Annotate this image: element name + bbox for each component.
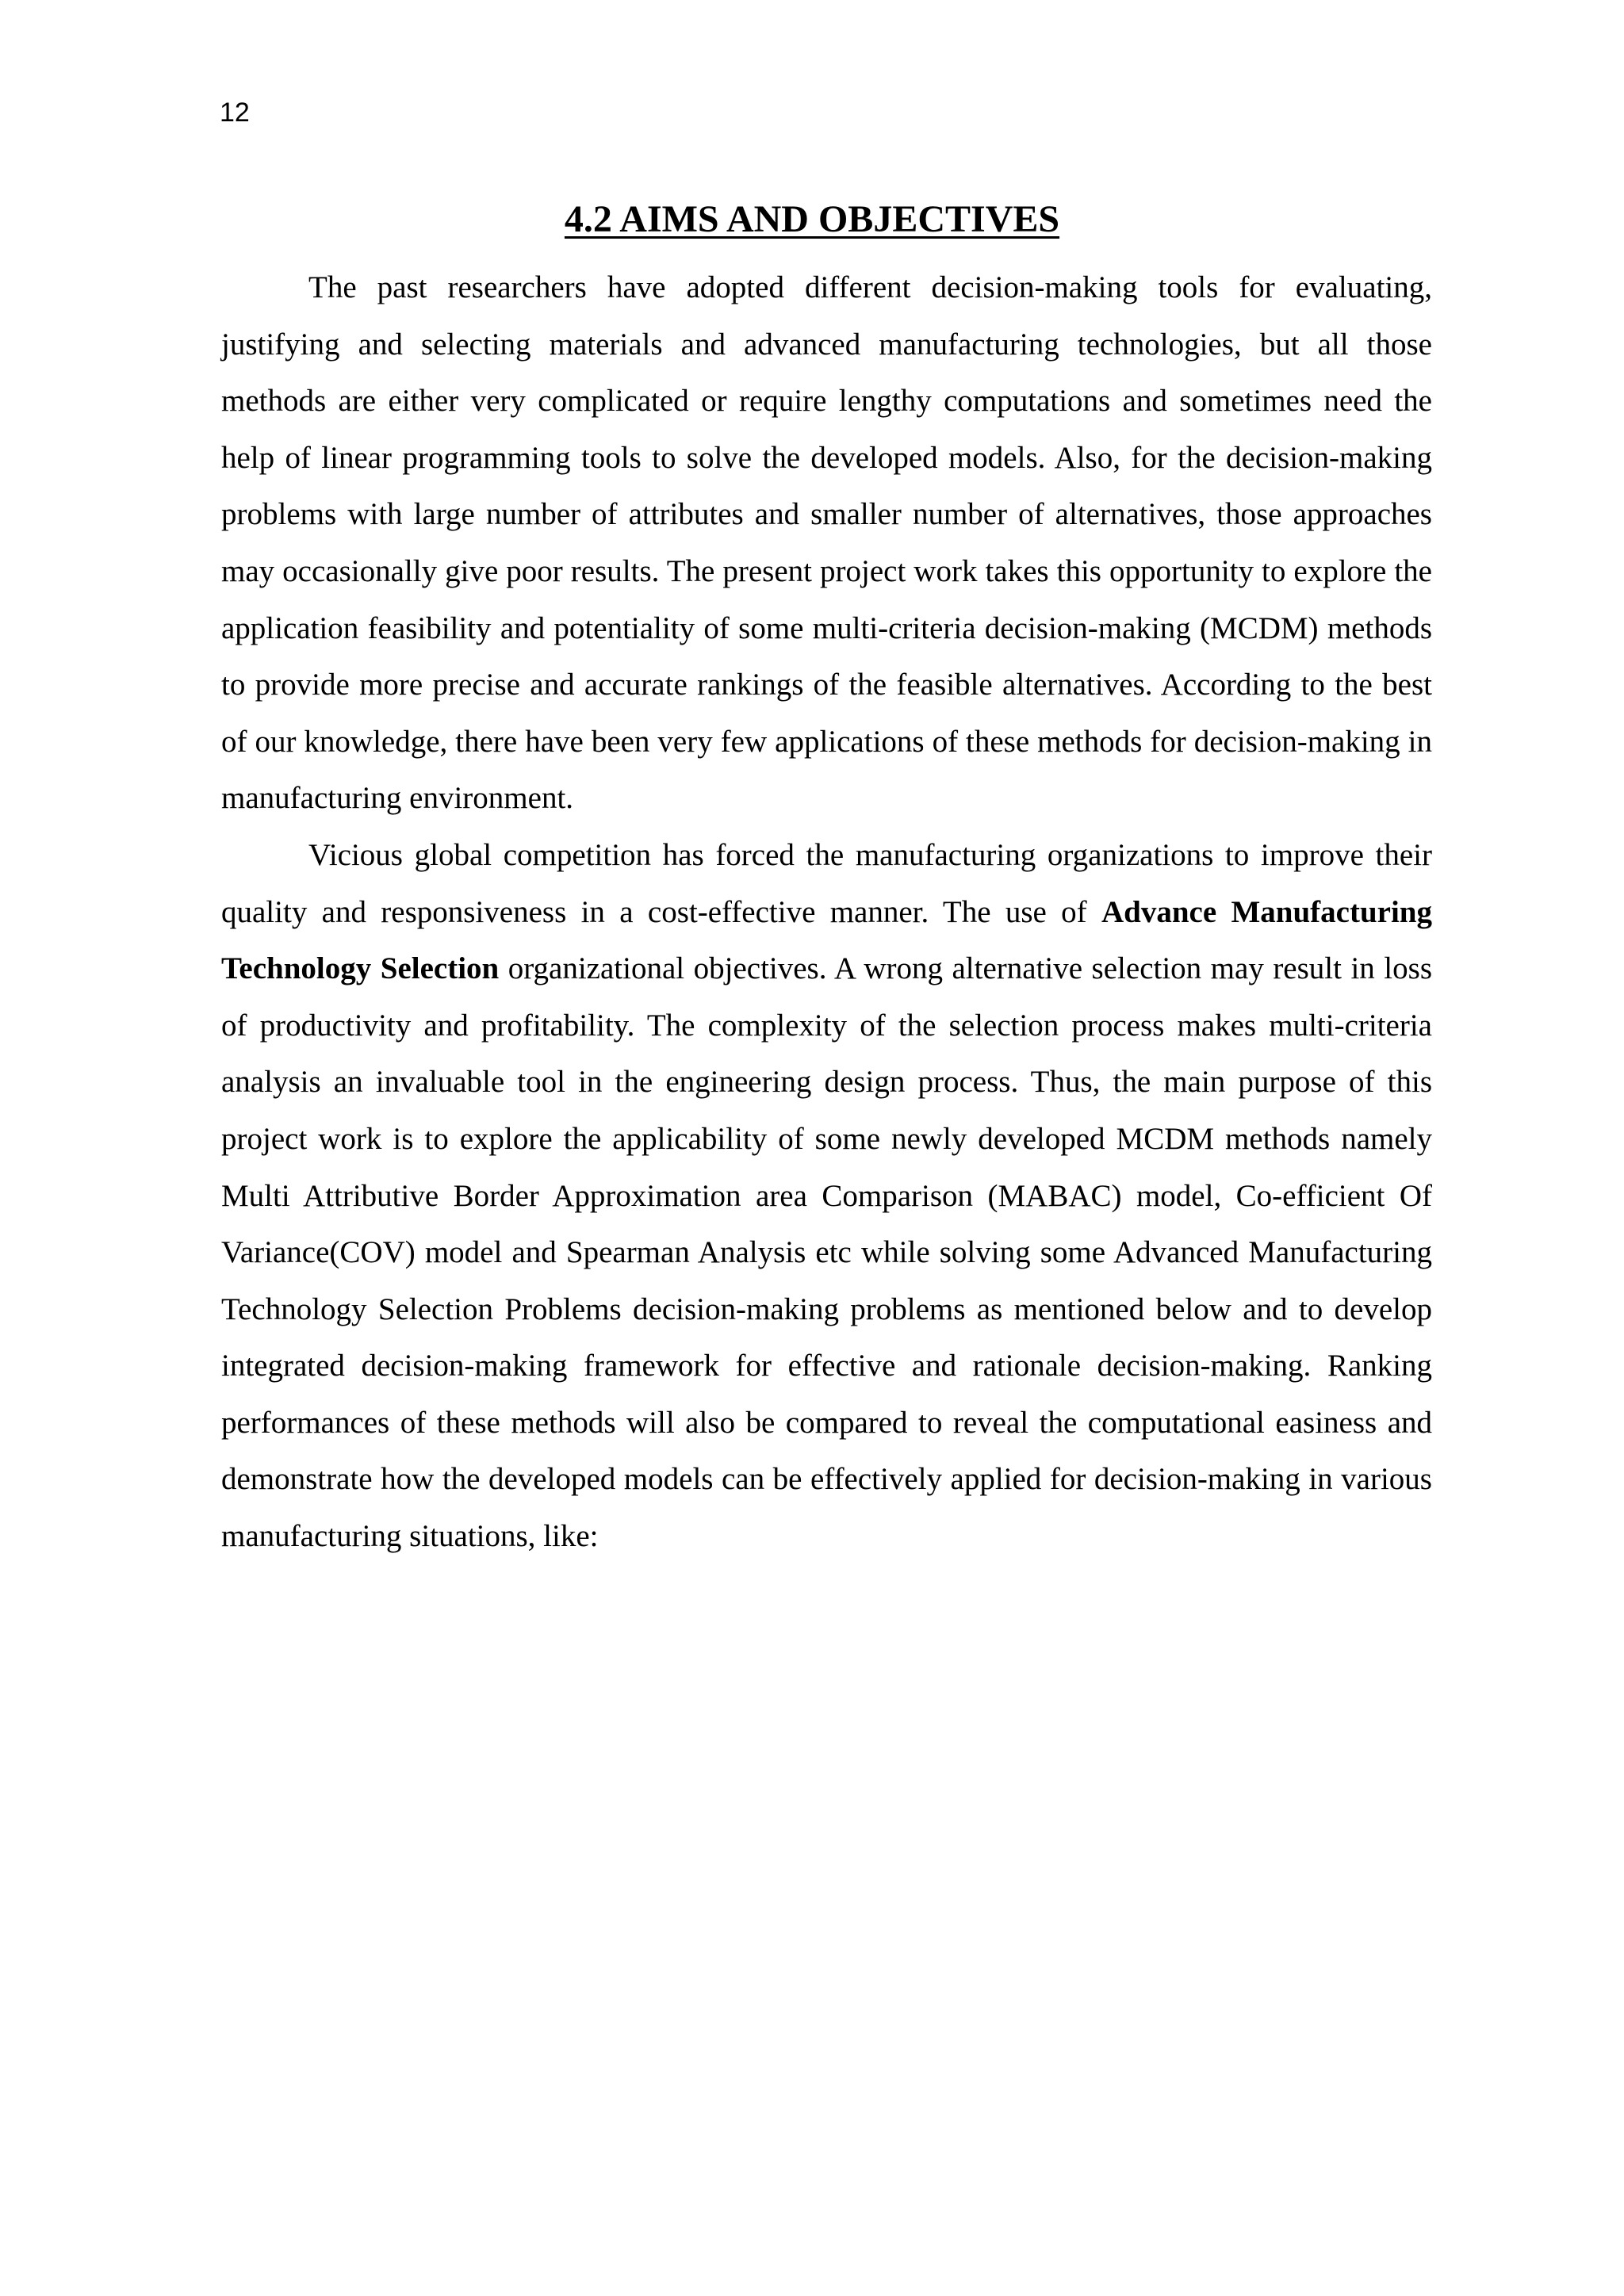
paragraph-2-bold-term: Advance Manufacturing Technology Selection	[221, 894, 1432, 986]
paragraph-2-rest: organizational objectives. A wrong alternative selection may result in loss of productivity and profitability. The complexity of the selection process makes multi-criteria analysis an invaluable tool in the engineering design process. Thus, the main purpose of this project work is to explore the applicability of some newly developed MCDM methods namely Multi Attributive Border Approximation area Comparison (MABAC) model, Co-efficient Of Variance(COV) model and Spearman Analysis etc while solving some Advanced Manufacturing Technology Selection Problems decision-making problems as mentioned below and to develop integrated decision-making framework for effective and rationale decision-making. Ranking performances of these methods will also be compared to reveal the computational easiness and demonstrate how the developed models can be effectively applied for decision-making in various manufacturing situations, like:	[221, 951, 1432, 1554]
paragraph-2	[221, 827, 1432, 1565]
section-heading-text: 4.2 AIMS AND OBJECTIVES	[564, 198, 1060, 240]
body-text	[221, 259, 1432, 1565]
paragraph-2-lead: Vicious global competition has forced the manufacturing organizations to improve their quality and responsiveness in a cost-effective manner. The use of	[221, 837, 1432, 929]
paragraph-1: The past researchers have adopted different decision-making tools for evaluating, justifying and selecting materials and advanced manufacturing technologies, but all those methods are either very complicated or require lengthy computations and sometimes need the help of linear programming tools to solve the developed models. Also, for the decision-making problems with large number of attributes and smaller number of alternatives, those approaches may occasionally give poor results. The present project work takes this opportunity to explore the application feasibility and potentiality of some multi-criteria decision-making (MCDM) methods to provide more precise and accurate rankings of the feasible alternatives. According to the best of our knowledge, there have been very few applications of these methods for decision-making in manufacturing environment.	[221, 270, 1432, 816]
page-number: 12	[220, 98, 250, 128]
section-heading	[0, 196, 1624, 243]
